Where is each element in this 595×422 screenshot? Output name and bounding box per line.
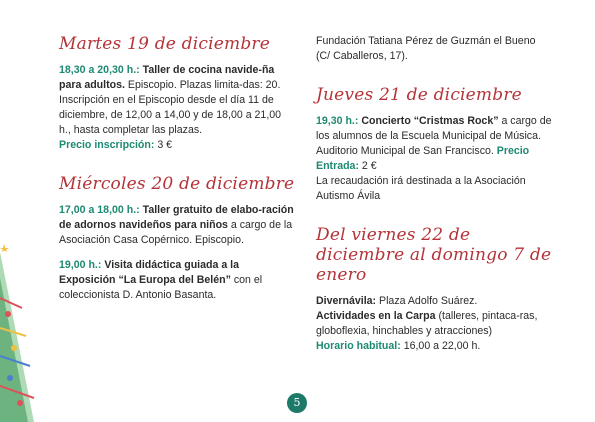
price-label: Precio inscripción: [59,139,155,151]
wednesday-section [59,174,295,303]
tuesday-event-paragraph [59,63,295,153]
day-heading-friday: Del viernes 22 de diciembre al domingo 7 de enero [316,225,552,285]
event-title: Taller gratuito de elabo-ración de adornos navideños para niños [59,204,294,231]
event-description: Episcopio. Plazas limita-das: 20. Inscripción en el Episcopio desde el día 11 de diciembre, de 12,00 a 14,00 y de 18,00 a 21,00 h., hasta completar las plazas. [59,79,282,136]
price-value: 2 € [358,160,377,172]
price-label: Precio Entrada: [316,145,530,172]
wednesday-event1-paragraph [59,203,295,248]
activities-label: Actividades en la Carpa [316,310,436,322]
event-time: 18,30 a 20,30 h.: [59,64,140,76]
location-label: Divernávila: [316,295,377,307]
continuation-text: Fundación Tatiana Pérez de Guzmán el Bueno (C/ Caballeros, 17). [316,35,536,62]
event-time: 19,00 h.: [59,259,102,271]
right-column [316,34,552,364]
event-title: Visita didáctica guiada a la Exposición “La Europa del Belén” [59,259,239,286]
day-heading-wednesday: Miércoles 20 de diciembre [59,174,295,194]
christmas-tree-illustration [0,238,40,422]
hours-value: 16,00 a 22,00 h. [400,340,481,352]
price-value: 3 € [154,139,173,151]
thursday-section [316,85,552,204]
event-description: a cargo de la Asociación Casa Copérnico. Episcopio. [59,219,293,246]
hours-label: Horario habitual: [316,340,401,352]
event-description: a cargo de los alumnos de la Escuela Municipal de Música. Auditorio Municipal de San Francisco. [316,115,552,157]
event-note: La recaudación irá destinada a la Asociación Autismo Ávila [316,175,526,202]
wednesday-event2-paragraph [59,258,295,303]
event-title: Concierto “Cristmas Rock” [358,115,499,127]
event-time: 19,30 h.: [316,115,359,127]
event-time: 17,00 a 18,00 h.: [59,204,140,216]
tuesday-section [59,34,295,153]
activities-text: (talleres, pintaca-ras, globoflexia, hinchables y atracciones) [316,310,538,337]
location-text: Plaza Adolfo Suárez. [376,295,478,307]
day-heading-tuesday: Martes 19 de diciembre [59,34,270,54]
event-title: Taller de cocina navide-ña para adultos. [59,64,275,91]
event-description: con el coleccionista D. Antonio Basanta. [59,274,263,301]
day-heading-thursday: Jueves 21 de diciembre [316,85,522,105]
left-column [59,34,295,313]
page-number-badge: 5 [287,393,307,413]
friday-section [316,225,552,354]
friday-event-paragraph [316,294,552,354]
thursday-event-paragraph [316,114,552,204]
